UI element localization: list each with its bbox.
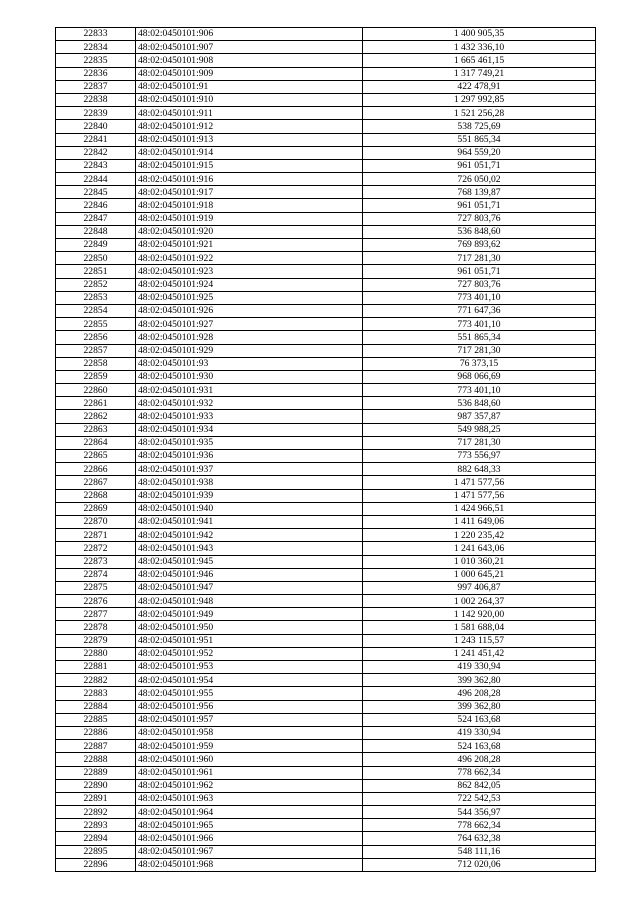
cadastral-number: 48:02:0450101:918 (136, 199, 363, 212)
cadastral-value: 536 848,60 (363, 397, 596, 410)
cadastral-value: 773 401,10 (363, 291, 596, 304)
cadastral-number: 48:02:0450101:914 (136, 146, 363, 159)
row-number: 22870 (56, 515, 136, 528)
cadastral-number: 48:02:0450101:942 (136, 529, 363, 542)
table-row (56, 634, 596, 647)
cadastral-number: 48:02:0450101:927 (136, 318, 363, 331)
cadastral-value: 961 051,71 (363, 265, 596, 278)
table-row (56, 344, 596, 357)
row-number: 22889 (56, 766, 136, 779)
table-row (56, 713, 596, 726)
cadastral-number: 48:02:0450101:908 (136, 54, 363, 67)
row-number: 22866 (56, 463, 136, 476)
cadastral-number: 48:02:0450101:955 (136, 687, 363, 700)
cadastral-value: 773 556,97 (363, 450, 596, 463)
cadastral-number: 48:02:0450101:959 (136, 740, 363, 753)
cadastral-value: 1 243 115,57 (363, 634, 596, 647)
cadastral-number: 48:02:0450101:940 (136, 502, 363, 515)
cadastral-value: 1 220 235,42 (363, 529, 596, 542)
cadastral-value: 1 521 256,28 (363, 107, 596, 120)
table-row (56, 674, 596, 687)
row-number: 22863 (56, 423, 136, 436)
cadastral-number: 48:02:0450101:949 (136, 608, 363, 621)
cadastral-value: 1 010 360,21 (363, 555, 596, 568)
table-row (56, 410, 596, 423)
cadastral-value: 1 000 645,21 (363, 568, 596, 581)
table-row (56, 173, 596, 186)
table-row (56, 107, 596, 120)
row-number: 22882 (56, 674, 136, 687)
row-number: 22867 (56, 476, 136, 489)
table-row (56, 766, 596, 779)
cadastral-value: 1 432 336,10 (363, 41, 596, 54)
table-row (56, 28, 596, 41)
cadastral-value: 968 066,69 (363, 370, 596, 383)
row-number: 22878 (56, 621, 136, 634)
cadastral-number: 48:02:0450101:909 (136, 67, 363, 80)
cadastral-value: 538 725,69 (363, 120, 596, 133)
cadastral-number: 48:02:0450101:931 (136, 384, 363, 397)
table-row (56, 621, 596, 634)
row-number: 22845 (56, 186, 136, 199)
cadastral-number: 48:02:0450101:907 (136, 41, 363, 54)
table-row (56, 806, 596, 819)
row-number: 22840 (56, 120, 136, 133)
cadastral-number: 48:02:0450101:917 (136, 186, 363, 199)
cadastral-value: 1 297 992,85 (363, 93, 596, 106)
row-number: 22894 (56, 832, 136, 845)
cadastral-value: 496 208,28 (363, 687, 596, 700)
cadastral-number: 48:02:0450101:934 (136, 423, 363, 436)
cadastral-value: 536 848,60 (363, 225, 596, 238)
cadastral-number: 48:02:0450101:967 (136, 845, 363, 858)
table-row (56, 779, 596, 792)
table-row (56, 384, 596, 397)
row-number: 22895 (56, 845, 136, 858)
cadastral-value: 769 893,62 (363, 239, 596, 252)
row-number: 22884 (56, 700, 136, 713)
cadastral-value: 717 281,30 (363, 344, 596, 357)
table-row (56, 199, 596, 212)
row-number: 22887 (56, 740, 136, 753)
table-row (56, 463, 596, 476)
cadastral-value: 712 020,06 (363, 858, 596, 871)
row-number: 22857 (56, 344, 136, 357)
cadastral-value: 1 471 577,56 (363, 489, 596, 502)
table-row (56, 740, 596, 753)
cadastral-value: 1 411 649,06 (363, 515, 596, 528)
cadastral-value: 76 373,15 (363, 357, 596, 370)
table-row (56, 700, 596, 713)
cadastral-number: 48:02:0450101:943 (136, 542, 363, 555)
cadastral-number: 48:02:0450101:919 (136, 212, 363, 225)
table-row (56, 146, 596, 159)
cadastral-number: 48:02:0450101:957 (136, 713, 363, 726)
table-row (56, 265, 596, 278)
table-row (56, 819, 596, 832)
row-number: 22839 (56, 107, 136, 120)
row-number: 22859 (56, 370, 136, 383)
table-row (56, 239, 596, 252)
cadastral-value: 997 406,87 (363, 581, 596, 594)
row-number: 22861 (56, 397, 136, 410)
cadastral-number: 48:02:0450101:906 (136, 28, 363, 41)
cadastral-number: 48:02:0450101:929 (136, 344, 363, 357)
cadastral-value: 419 330,94 (363, 661, 596, 674)
cadastral-number: 48:02:0450101:964 (136, 806, 363, 819)
cadastral-number: 48:02:0450101:930 (136, 370, 363, 383)
row-number: 22873 (56, 555, 136, 568)
cadastral-number: 48:02:0450101:936 (136, 450, 363, 463)
cadastral-number: 48:02:0450101:915 (136, 159, 363, 172)
cadastral-number: 48:02:0450101:953 (136, 661, 363, 674)
table-row (56, 608, 596, 621)
cadastral-number: 48:02:0450101:951 (136, 634, 363, 647)
cadastral-number: 48:02:0450101:912 (136, 120, 363, 133)
row-number: 22868 (56, 489, 136, 502)
cadastral-value: 1 317 749,21 (363, 67, 596, 80)
row-number: 22847 (56, 212, 136, 225)
cadastral-value: 548 111,16 (363, 845, 596, 858)
row-number: 22892 (56, 806, 136, 819)
row-number: 22848 (56, 225, 136, 238)
cadastral-number: 48:02:0450101:920 (136, 225, 363, 238)
table-row (56, 225, 596, 238)
table-row (56, 318, 596, 331)
row-number: 22860 (56, 384, 136, 397)
cadastral-number: 48:02:0450101:933 (136, 410, 363, 423)
row-number: 22883 (56, 687, 136, 700)
table-row (56, 845, 596, 858)
cadastral-value: 1 665 461,15 (363, 54, 596, 67)
table-row (56, 661, 596, 674)
row-number: 22869 (56, 502, 136, 515)
table-body (56, 28, 596, 872)
table-row (56, 568, 596, 581)
cadastral-value: 1 424 966,51 (363, 502, 596, 515)
cadastral-value: 524 163,68 (363, 713, 596, 726)
table-row (56, 133, 596, 146)
table-row (56, 159, 596, 172)
table-row (56, 555, 596, 568)
cadastral-value: 419 330,94 (363, 726, 596, 739)
table-row (56, 331, 596, 344)
cadastral-number: 48:02:0450101:961 (136, 766, 363, 779)
table-row (56, 304, 596, 317)
table-row (56, 54, 596, 67)
cadastral-number: 48:02:0450101:952 (136, 647, 363, 660)
row-number: 22872 (56, 542, 136, 555)
table-row (56, 647, 596, 660)
table-row (56, 476, 596, 489)
cadastral-number: 48:02:0450101:928 (136, 331, 363, 344)
cadastral-value: 1 581 688,04 (363, 621, 596, 634)
table-row (56, 436, 596, 449)
table-row (56, 753, 596, 766)
table-row (56, 687, 596, 700)
row-number: 22842 (56, 146, 136, 159)
cadastral-number: 48:02:0450101:91 (136, 80, 363, 93)
table-row (56, 489, 596, 502)
row-number: 22849 (56, 239, 136, 252)
table-row (56, 41, 596, 54)
table-row (56, 278, 596, 291)
cadastral-number: 48:02:0450101:941 (136, 515, 363, 528)
cadastral-number: 48:02:0450101:956 (136, 700, 363, 713)
cadastral-value: 549 988,25 (363, 423, 596, 436)
cadastral-value: 717 281,30 (363, 252, 596, 265)
row-number: 22881 (56, 661, 136, 674)
cadastral-value: 726 050,02 (363, 173, 596, 186)
row-number: 22844 (56, 173, 136, 186)
table-row (56, 357, 596, 370)
row-number: 22865 (56, 450, 136, 463)
cadastral-number: 48:02:0450101:946 (136, 568, 363, 581)
row-number: 22854 (56, 304, 136, 317)
cadastral-value: 961 051,71 (363, 159, 596, 172)
cadastral-number: 48:02:0450101:962 (136, 779, 363, 792)
cadastral-value: 524 163,68 (363, 740, 596, 753)
table-row (56, 93, 596, 106)
table-row (56, 450, 596, 463)
cadastral-value: 727 803,76 (363, 278, 596, 291)
cadastral-value: 987 357,87 (363, 410, 596, 423)
cadastral-number: 48:02:0450101:932 (136, 397, 363, 410)
cadastral-number: 48:02:0450101:911 (136, 107, 363, 120)
cadastral-value: 768 139,87 (363, 186, 596, 199)
cadastral-value: 1 002 264,37 (363, 595, 596, 608)
cadastral-number: 48:02:0450101:960 (136, 753, 363, 766)
table-row (56, 291, 596, 304)
row-number: 22836 (56, 67, 136, 80)
cadastral-number: 48:02:0450101:922 (136, 252, 363, 265)
cadastral-value: 771 647,36 (363, 304, 596, 317)
row-number: 22876 (56, 595, 136, 608)
cadastral-number: 48:02:0450101:937 (136, 463, 363, 476)
cadastral-value: 496 208,28 (363, 753, 596, 766)
row-number: 22834 (56, 41, 136, 54)
row-number: 22864 (56, 436, 136, 449)
cadastral-number: 48:02:0450101:945 (136, 555, 363, 568)
row-number: 22835 (56, 54, 136, 67)
table-row (56, 726, 596, 739)
row-number: 22862 (56, 410, 136, 423)
row-number: 22856 (56, 331, 136, 344)
table-row (56, 80, 596, 93)
row-number: 22886 (56, 726, 136, 739)
row-number: 22853 (56, 291, 136, 304)
cadastral-value: 764 632,38 (363, 832, 596, 845)
table-row (56, 542, 596, 555)
cadastral-value: 1 471 577,56 (363, 476, 596, 489)
table-row (56, 212, 596, 225)
cadastral-value: 399 362,80 (363, 700, 596, 713)
table-row (56, 120, 596, 133)
cadastral-value: 1 241 643,06 (363, 542, 596, 555)
table-row (56, 423, 596, 436)
cadastral-value: 422 478,91 (363, 80, 596, 93)
row-number: 22843 (56, 159, 136, 172)
row-number: 22858 (56, 357, 136, 370)
row-number: 22877 (56, 608, 136, 621)
row-number: 22838 (56, 93, 136, 106)
cadastral-number: 48:02:0450101:947 (136, 581, 363, 594)
cadastral-value: 1 241 451,42 (363, 647, 596, 660)
cadastral-number: 48:02:0450101:948 (136, 595, 363, 608)
row-number: 22846 (56, 199, 136, 212)
cadastral-value: 778 662,34 (363, 766, 596, 779)
table-row (56, 832, 596, 845)
cadastral-value: 961 051,71 (363, 199, 596, 212)
row-number: 22855 (56, 318, 136, 331)
cadastral-number: 48:02:0450101:938 (136, 476, 363, 489)
cadastral-value: 964 559,20 (363, 146, 596, 159)
table-row (56, 186, 596, 199)
row-number: 22851 (56, 265, 136, 278)
table-row (56, 792, 596, 805)
cadastral-value: 399 362,80 (363, 674, 596, 687)
table-row (56, 67, 596, 80)
cadastral-value: 778 662,34 (363, 819, 596, 832)
table-row (56, 595, 596, 608)
cadastral-value: 544 356,97 (363, 806, 596, 819)
cadastral-number: 48:02:0450101:925 (136, 291, 363, 304)
row-number: 22852 (56, 278, 136, 291)
row-number: 22850 (56, 252, 136, 265)
cadastral-number: 48:02:0450101:924 (136, 278, 363, 291)
cadastral-number: 48:02:0450101:963 (136, 792, 363, 805)
cadastral-value-table (55, 27, 596, 872)
cadastral-value: 773 401,10 (363, 384, 596, 397)
cadastral-value: 551 865,34 (363, 133, 596, 146)
cadastral-number: 48:02:0450101:954 (136, 674, 363, 687)
cadastral-number: 48:02:0450101:916 (136, 173, 363, 186)
row-number: 22874 (56, 568, 136, 581)
cadastral-number: 48:02:0450101:935 (136, 436, 363, 449)
row-number: 22885 (56, 713, 136, 726)
table-row (56, 581, 596, 594)
row-number: 22888 (56, 753, 136, 766)
cadastral-value: 727 803,76 (363, 212, 596, 225)
table-row (56, 502, 596, 515)
cadastral-number: 48:02:0450101:939 (136, 489, 363, 502)
table-row (56, 397, 596, 410)
cadastral-number: 48:02:0450101:93 (136, 357, 363, 370)
cadastral-number: 48:02:0450101:968 (136, 858, 363, 871)
cadastral-number: 48:02:0450101:958 (136, 726, 363, 739)
table-row (56, 515, 596, 528)
row-number: 22879 (56, 634, 136, 647)
table-row (56, 858, 596, 871)
cadastral-value: 773 401,10 (363, 318, 596, 331)
row-number: 22880 (56, 647, 136, 660)
cadastral-number: 48:02:0450101:966 (136, 832, 363, 845)
row-number: 22875 (56, 581, 136, 594)
row-number: 22837 (56, 80, 136, 93)
row-number: 22841 (56, 133, 136, 146)
table-row (56, 252, 596, 265)
row-number: 22890 (56, 779, 136, 792)
table-row (56, 529, 596, 542)
cadastral-value: 1 142 920,00 (363, 608, 596, 621)
row-number: 22833 (56, 28, 136, 41)
row-number: 22896 (56, 858, 136, 871)
cadastral-value: 1 400 905,35 (363, 28, 596, 41)
cadastral-number: 48:02:0450101:965 (136, 819, 363, 832)
cadastral-number: 48:02:0450101:926 (136, 304, 363, 317)
cadastral-number: 48:02:0450101:923 (136, 265, 363, 278)
row-number: 22893 (56, 819, 136, 832)
row-number: 22891 (56, 792, 136, 805)
cadastral-value: 862 842,05 (363, 779, 596, 792)
cadastral-number: 48:02:0450101:950 (136, 621, 363, 634)
cadastral-value: 717 281,30 (363, 436, 596, 449)
cadastral-number: 48:02:0450101:921 (136, 239, 363, 252)
cadastral-value: 551 865,34 (363, 331, 596, 344)
cadastral-value: 882 648,33 (363, 463, 596, 476)
table-row (56, 370, 596, 383)
row-number: 22871 (56, 529, 136, 542)
cadastral-number: 48:02:0450101:913 (136, 133, 363, 146)
cadastral-number: 48:02:0450101:910 (136, 93, 363, 106)
cadastral-value: 722 542,53 (363, 792, 596, 805)
